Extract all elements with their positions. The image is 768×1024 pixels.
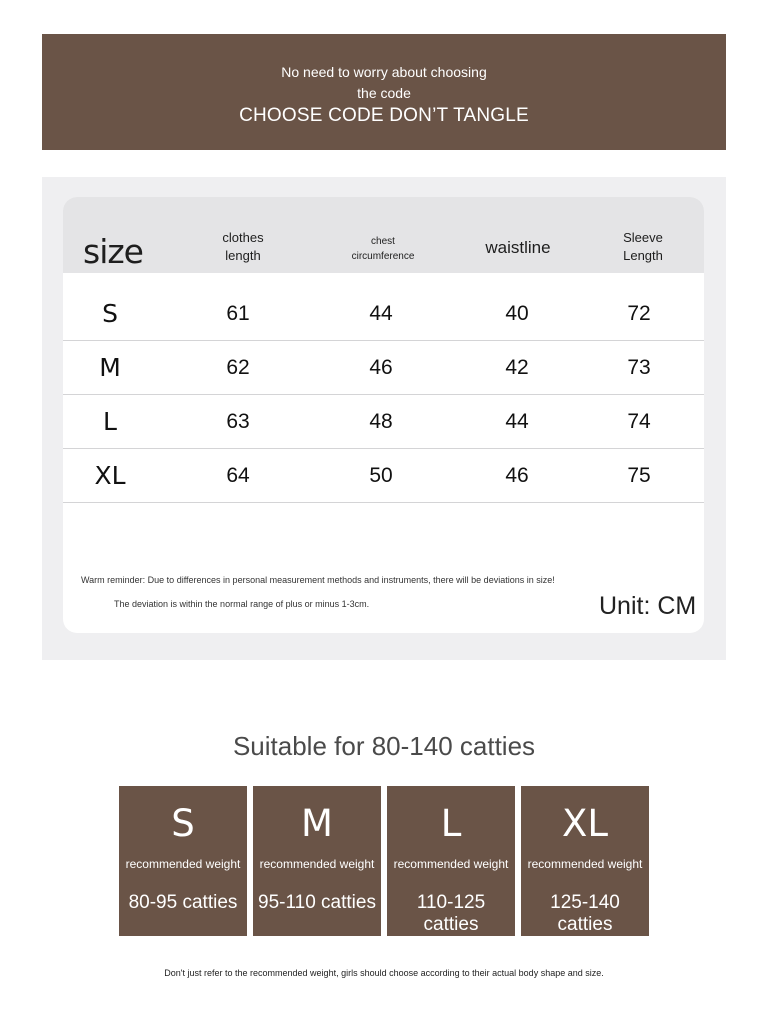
banner-line-2: the code <box>357 85 411 101</box>
weight-card-value: 125-140 catties <box>550 892 620 935</box>
header-clothes-length-line1: clothes <box>222 230 264 245</box>
suitable-heading: Suitable for 80-140 catties <box>232 731 536 761</box>
table-header <box>63 197 704 273</box>
table-row <box>63 287 704 341</box>
weight-card-value: 95-110 catties <box>258 892 376 913</box>
weight-card-label: recommended weight <box>393 857 509 871</box>
row-chest: 46 <box>369 356 393 379</box>
row-size: L <box>103 407 117 436</box>
row-sleeve: 75 <box>627 464 651 487</box>
weight-card-size: XL <box>562 802 608 845</box>
table-row <box>63 449 704 503</box>
header-waistline: waistline <box>485 238 551 257</box>
row-clothes-length: 61 <box>226 302 250 325</box>
header-sleeve-line2: Length <box>623 248 663 263</box>
row-size: M <box>99 353 121 382</box>
row-divider <box>63 502 704 503</box>
weight-card-value: 110-125 catties <box>416 892 486 935</box>
row-chest: 50 <box>369 464 393 487</box>
header-sleeve-length <box>608 229 678 265</box>
weight-card-l <box>387 786 515 936</box>
header-chest-line2: circumference <box>351 251 415 262</box>
row-waistline: 44 <box>505 410 529 433</box>
row-chest: 44 <box>369 302 393 325</box>
weight-card-value: 80-95 catties <box>128 892 238 913</box>
header-chest-line1: chest <box>371 236 395 247</box>
weight-card-size: L <box>440 802 462 845</box>
weight-card-label: recommended weight <box>125 857 241 871</box>
header-size: size <box>83 232 143 271</box>
header-clothes-length <box>208 229 278 265</box>
row-clothes-length: 62 <box>226 356 250 379</box>
row-size: XL <box>94 461 126 490</box>
footer-note: Don't just refer to the recommended weight, girls should choose according to their actual body shape and size. <box>164 968 604 978</box>
row-clothes-length: 64 <box>226 464 250 487</box>
unit-label: Unit: CM <box>599 592 697 620</box>
row-waistline: 42 <box>505 356 529 379</box>
deviation-note: The deviation is within the normal range of plus or minus 1-3cm. <box>114 599 370 609</box>
header-sleeve-line1: Sleeve <box>623 230 663 245</box>
weight-card-size: S <box>171 802 195 845</box>
weight-card-label: recommended weight <box>527 857 643 871</box>
weight-card-m <box>253 786 381 936</box>
header-banner <box>42 34 726 150</box>
warm-reminder: Warm reminder: Due to differences in personal measurement methods and instruments, there will be deviations in size! <box>81 575 555 585</box>
row-size: S <box>102 299 118 328</box>
row-clothes-length: 63 <box>226 410 250 433</box>
weight-card-s <box>119 786 247 936</box>
weight-card-xl <box>521 786 649 936</box>
row-sleeve: 73 <box>627 356 651 379</box>
table-row <box>63 395 704 449</box>
weight-card-size: M <box>301 802 333 845</box>
row-chest: 48 <box>369 410 393 433</box>
header-clothes-length-line2: length <box>225 248 261 263</box>
size-chart-card <box>63 197 704 633</box>
banner-line-1: No need to worry about choosing <box>281 64 487 80</box>
weight-card-label: recommended weight <box>259 857 375 871</box>
row-sleeve: 72 <box>627 302 651 325</box>
table-row <box>63 341 704 395</box>
header-chest <box>333 234 433 264</box>
row-waistline: 40 <box>505 302 529 325</box>
row-waistline: 46 <box>505 464 529 487</box>
size-chart-panel <box>42 177 726 660</box>
row-sleeve: 74 <box>627 410 651 433</box>
banner-title: CHOOSE CODE DON’T TANGLE <box>239 105 529 126</box>
